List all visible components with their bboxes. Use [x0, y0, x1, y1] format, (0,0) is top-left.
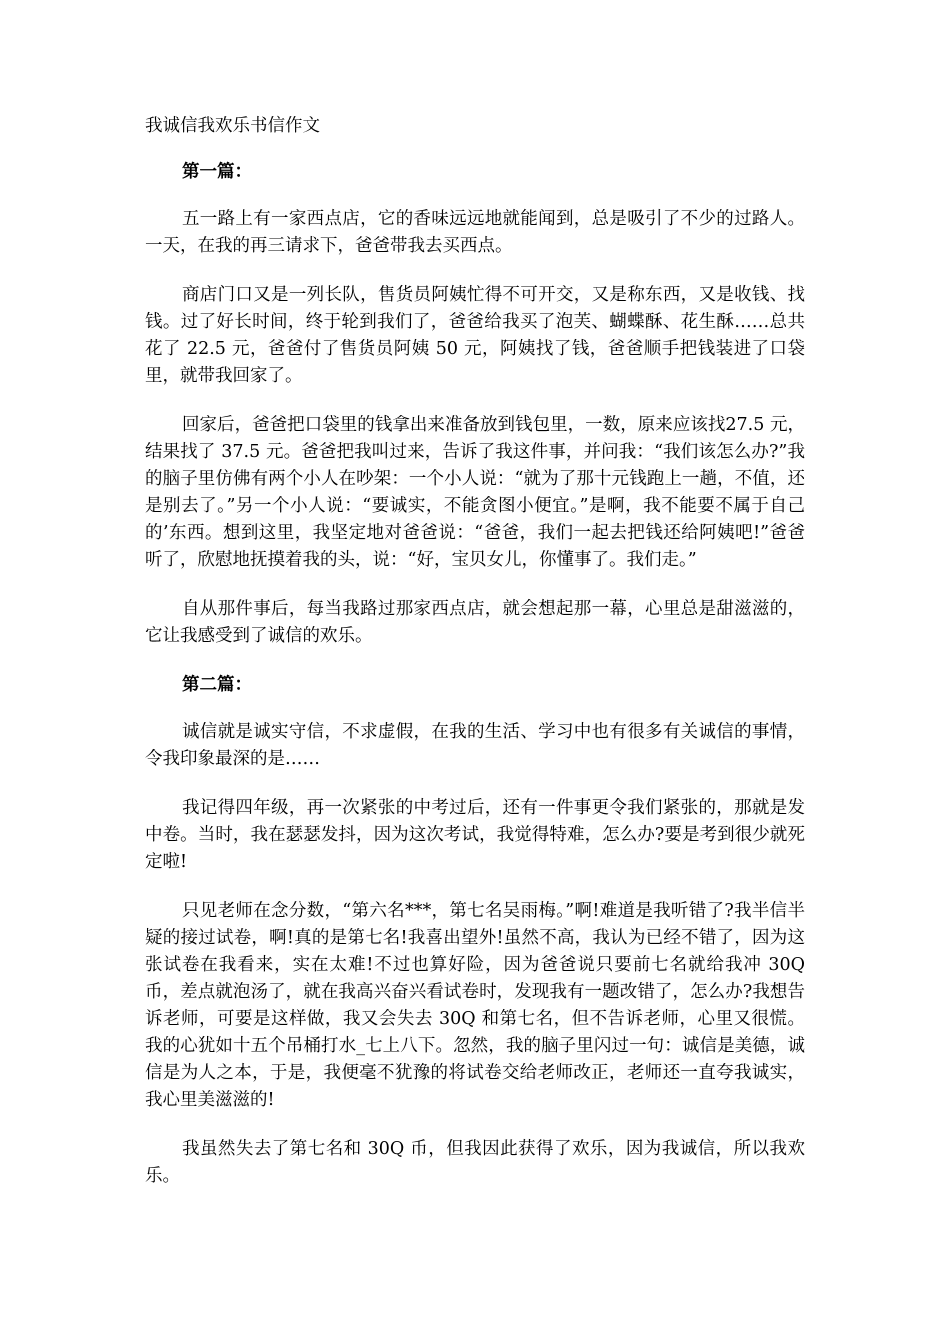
paragraph: 诚信就是诚实守信，不求虚假，在我的生活、学习中也有很多有关诚信的事情，令我印象最深的是……	[145, 722, 805, 769]
section-heading-2: 第二篇：	[182, 675, 252, 695]
paragraph: 商店门口又是一列长队，售货员阿姨忙得不可开交，又是称东西，又是收钱、找钱。过了好长时间，终于轮到我们了，爸爸给我买了泡芙、蝴蝶酥、花生酥……总共花了 22.5 元，爸爸付了售货员阿姨 50 元，阿姨找了钱，爸爸顺手把钱装进了口袋里，就带我回家了。	[145, 285, 805, 386]
document-title: 我诚信我欢乐书信作文	[145, 116, 320, 136]
paragraph: 五一路上有一家西点店，它的香味远远地就能闻到，总是吸引了不少的过路人。一天，在我的再三请求下，爸爸带我去买西点。	[145, 209, 805, 256]
paragraph: 自从那件事后，每当我路过那家西点店，就会想起那一幕，心里总是甜滋滋的，它让我感受到了诚信的欢乐。	[145, 599, 805, 646]
paragraph: 只见老师在念分数，“第六名***，第七名吴雨梅。”啊!难道是我听错了?我半信半疑的接过试卷，啊!真的是第七名!我喜出望外!虽然不高，我认为已经不错了，因为这张试卷在我看来，实在太难!不过也算好险，因为爸爸说只要前七名就给我冲 30Q 币，差点就泡汤了，就在我高兴奋兴看试卷时，发现我有一题改错了，怎么办?我想告诉老师，可要是这样做，我又会失去 30Q 和第七名，但不告诉老师，心里又很慌。我的心犹如十五个吊桶打水_七上八下。忽然，我的脑子里闪过一句：诚信是美德，诚信是为人之本，于是，我便毫不犹豫的将试卷交给老师改正，老师还一直夸我诚实，我心里美滋滋的!	[145, 901, 805, 1110]
paragraph: 回家后，爸爸把口袋里的钱拿出来准备放到钱包里，一数，原来应该找27.5 元，结果找了 37.5 元。爸爸把我叫过来，告诉了我这件事，并问我：“我们该怎么办?”我的脑子里仿佛有两个小人在吵架：一个小人说：“就为了那十元钱跑上一趟，不值，还是别去了。”另一个小人说：“要诚实，不能贪图小便宜。”是啊，我不能要不属于自己的’东西。想到这里，我坚定地对爸爸说：“爸爸，我们一起去把钱还给阿姨吧!”爸爸听了，欣慰地抚摸着我的头，说：“好，宝贝女儿，你懂事了。我们走。”	[145, 415, 805, 570]
paragraph: 我记得四年级，再一次紧张的中考过后，还有一件事更令我们紧张的，那就是发中卷。当时，我在瑟瑟发抖，因为这次考试，我觉得特难，怎么办?要是考到很少就死定啦!	[145, 798, 805, 872]
document-body	[145, 113, 805, 1212]
paragraph: 我虽然失去了第七名和 30Q 币，但我因此获得了欢乐，因为我诚信，所以我欢乐。	[145, 1139, 805, 1186]
section-heading-1: 第一篇：	[182, 162, 252, 182]
